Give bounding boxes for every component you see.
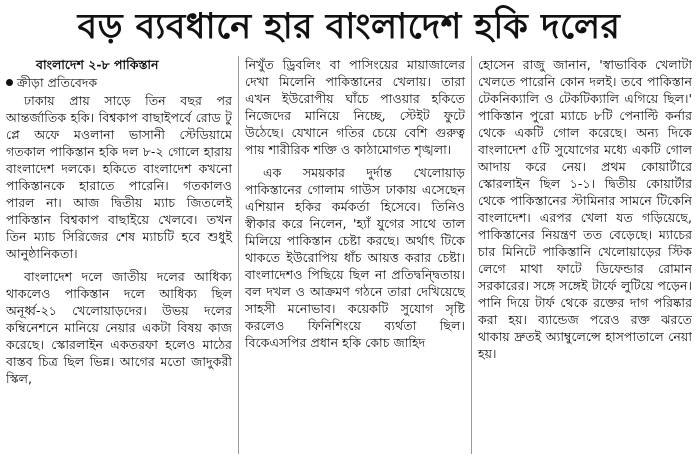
article-columns	[6, 56, 692, 454]
column-1	[6, 56, 238, 454]
reporter-name: ক্রীড়া প্রতিবেদক	[17, 75, 98, 90]
scoreline: বাংলাদেশ ২-৮ পাকিস্তান	[36, 57, 159, 72]
paragraph: এক সময়কার দুর্দান্ত খেলোয়াড় পাকিস্তানের গোলাম গাউস ঢাকায় এসেছেন এশিয়ান হকির কর্মকর্তা হিসেবে। তিনিও স্বীকার করে নিলেন, 'হ্যাঁ যুগের সাথে তাল মিলিয়ে পাকিস্তান চেষ্টা করছে। অর্থাৎ টিকে থাকতে ইউরোপিয় ধাঁচ আয়ত্ত করার চেষ্টা। বাংলাদেশও পিছিয়ে ছিল না প্রতিদ্বন্দ্বিতায়। বল দখল ও আক্রমণ গঠনে তারা দেখিয়েছে সাহসী মনোভাব। কয়েকটি সুযোগ সৃষ্টি করলেও ফিনিশিংয়ে ব্যর্থতা ছিল। বিকেএসপির প্রধান হকি কোচ জাহিদ	[245, 165, 465, 350]
paragraph: ঢাকায় প্রায় সাড়ে তিন বছর পর আন্তর্জাতিক হকি। বিশ্বকাপ বাছাইপর্বে রোড টু প্লে অফে মওলানা ভাসানী স্টেডিয়ামে গতকাল পাকিস্তান হকি দল ৮-২ গোলে হারায় বাংলাদেশ দলকে। হকিতে বাংলাদেশ কখনো পাকিস্তানকে হারাতে পারেনি। গতকালও পারল না। আজ দ্বিতীয় ম্যাচ জিতলেই পাকিস্তান বিশ্বকাপ বাছাইয়ে খেলবে। তখন তিন ম্যাচ সিরিজের শেষ ম্যাচটি হবে শুধুই আনুষ্ঠানিকতা।	[6, 93, 232, 261]
bullet-icon	[6, 79, 13, 86]
paragraph: নিখুঁত ড্রিবলিং বা পাসিংয়ের মায়াজালের দেখা মিলেনি পাকিস্তানের খেলায়। তারা এখন ইউরোপীয় ঘাঁচে পাওয়ার হকিতে নিজেদের মানিয়ে নিচ্ছে, স্টেইট ফুটে উঠেছে। যেখানে গতির চেয়ে বেশি গুরুত্ব পায় শারীরিক শক্তি ও কাঠামোগত শৃঙ্খলা।	[245, 57, 465, 157]
headline: বড় ব্যবধানে হার বাংলাদেশ হকি দলের	[77, 7, 621, 47]
paragraph: বাংলাদেশ দলে জাতীয় দলের আধিক্য থাকলেও পাকিস্তান দলে আধিক্য ছিল অনূর্ধ্ব-২১ খেলোয়াড়দের। উভয় দলের কম্বিনেশনে মানিয়ে নেয়ার একটা বিষয় কাজ করেছে। স্কোরলাইন একতরফা হলেও মাঠের বাস্তব চিত্র ছিল ভিন্ন। আগের মতো জাদুকরী স্কিল,	[6, 269, 232, 386]
column-2	[238, 56, 472, 454]
paragraph: হোসেন রাজু জানান, 'স্বাভাবিক খেলাটা খেলতে পারেনি কোন দলই। তবে পাকিস্তান টেকনিক্যালি ও টেকটিক্যালি এগিয়ে ছিল।' পাকিস্তান পুরো ম্যাচে ৮টি পেনাল্টি কর্নার থেকে একটি গোল করেছে। অন্য দিকে বাংলাদেশ ৫টি সুযোগের মধ্যে একটি গোল আদায় করে নেয়। প্রথম কোয়ার্টারে স্কোরলাইন ছিল ১-১। দ্বিতীয় কোয়ার্টার থেকে পাকিস্তানের স্টামিনার সামনে টিকেনি বাংলাদেশ। এরপর খেলা যত গড়িয়েছে, পাকিস্তানের নিয়ন্ত্রণ তত বেড়েছে। ম্যাচের চার মিনিটে পাকিস্তানি খেলোয়াড়ের স্টিক লেগে মাথা ফাটে ডিফেন্ডার রোমান সরকারের। সঙ্গে সঙ্গেই টার্ফে লুটিয়ে পড়েন। পানি দিয়ে টার্ফ থেকে রক্তের দাগ পরিষ্কার করা হয়। ব্যান্ডেজ পরেও রক্ত ঝরতে থাকায় দ্রুতই অ্যাম্বুলেন্সে হাসপাতালে নেয়া হয়।	[478, 57, 692, 361]
column-3	[472, 56, 692, 454]
reporter-line	[6, 74, 232, 91]
